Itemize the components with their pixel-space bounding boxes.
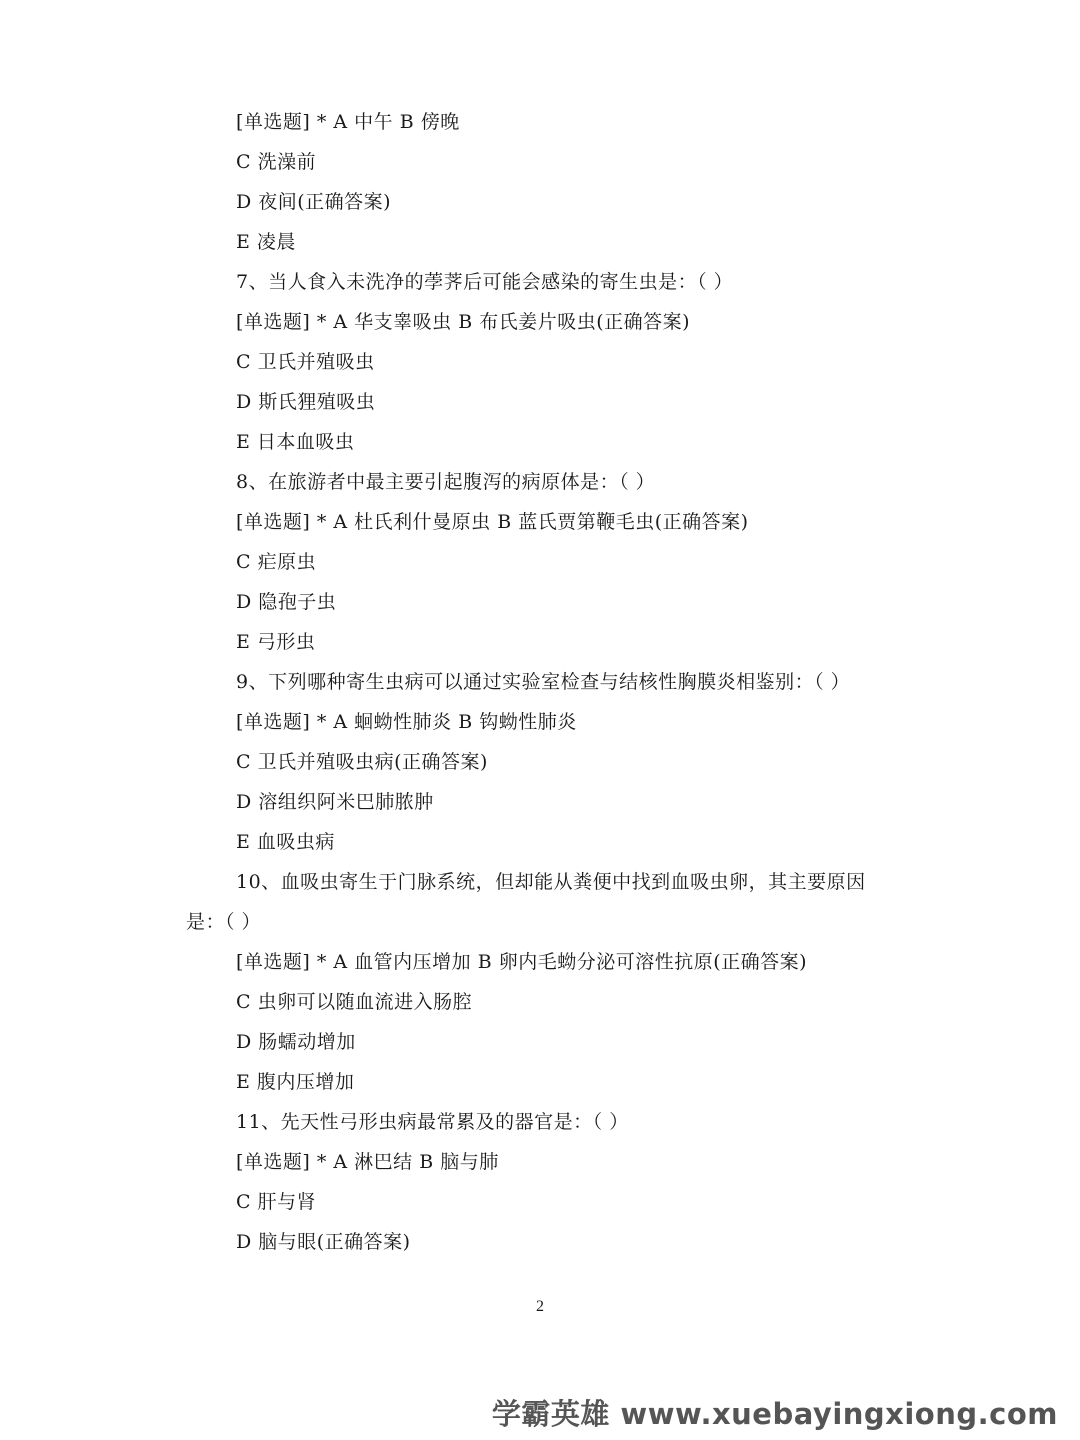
q6-option-e: E 凌晨 [236,231,296,253]
question-8: 8、在旅游者中最主要引起腹泻的病原体是：（ ） [236,471,656,493]
q7-option-c: C 卫氏并殖吸虫 [236,351,375,373]
q10-option-d: D 肠蠕动增加 [236,1031,356,1053]
page-number: 2 [536,1298,544,1315]
question-10: 10、血吸虫寄生于门脉系统，但却能从粪便中找到血吸虫卵，其主要原因 [236,871,866,893]
question-10-continued: 是：（ ） [186,911,262,933]
q11-options-ab: [单选题] * A 淋巴结 B 脑与肺 [236,1151,499,1173]
q9-option-e: E 血吸虫病 [236,831,335,853]
q10-options-ab: [单选题] * A 血管内压增加 B 卵内毛蚴分泌可溶性抗原(正确答案) [236,951,808,973]
q9-option-c: C 卫氏并殖吸虫病(正确答案) [236,751,488,773]
question-11: 11、先天性弓形虫病最常累及的器官是：（ ） [236,1111,629,1133]
q7-option-e: E 日本血吸虫 [236,431,355,453]
question-7: 7、当人食入未洗净的荸荠后可能会感染的寄生虫是：（ ） [236,271,734,293]
q8-option-d: D 隐孢子虫 [236,591,337,613]
q6-option-d: D 夜间(正确答案) [236,191,392,213]
q6-options-ab: [单选题] * A 中午 B 傍晚 [236,111,460,133]
q8-options-ab: [单选题] * A 杜氏利什曼原虫 B 蓝氏贾第鞭毛虫(正确答案) [236,511,749,533]
q8-option-e: E 弓形虫 [236,631,316,653]
question-9: 9、下列哪种寄生虫病可以通过实验室检查与结核性胸膜炎相鉴别：（ ） [236,671,851,693]
q8-option-c: C 疟原虫 [236,551,317,573]
q9-option-d: D 溶组织阿米巴肺脓肿 [236,791,434,813]
q6-option-c: C 洗澡前 [236,151,317,173]
q11-option-d: D 脑与眼(正确答案) [236,1231,411,1253]
q9-options-ab: [单选题] * A 蛔蚴性肺炎 B 钩蚴性肺炎 [236,711,577,733]
q7-option-d: D 斯氏狸殖吸虫 [236,391,376,413]
q10-option-c: C 虫卵可以随血流进入肠腔 [236,991,473,1013]
q10-option-e: E 腹内压增加 [236,1071,355,1093]
q7-options-ab: [单选题] * A 华支睾吸虫 B 布氏姜片吸虫(正确答案) [236,311,691,333]
q11-option-c: C 肝与肾 [236,1191,317,1213]
watermark: 学霸英雄 www.xuebayingxiong.com [491,1397,1058,1431]
